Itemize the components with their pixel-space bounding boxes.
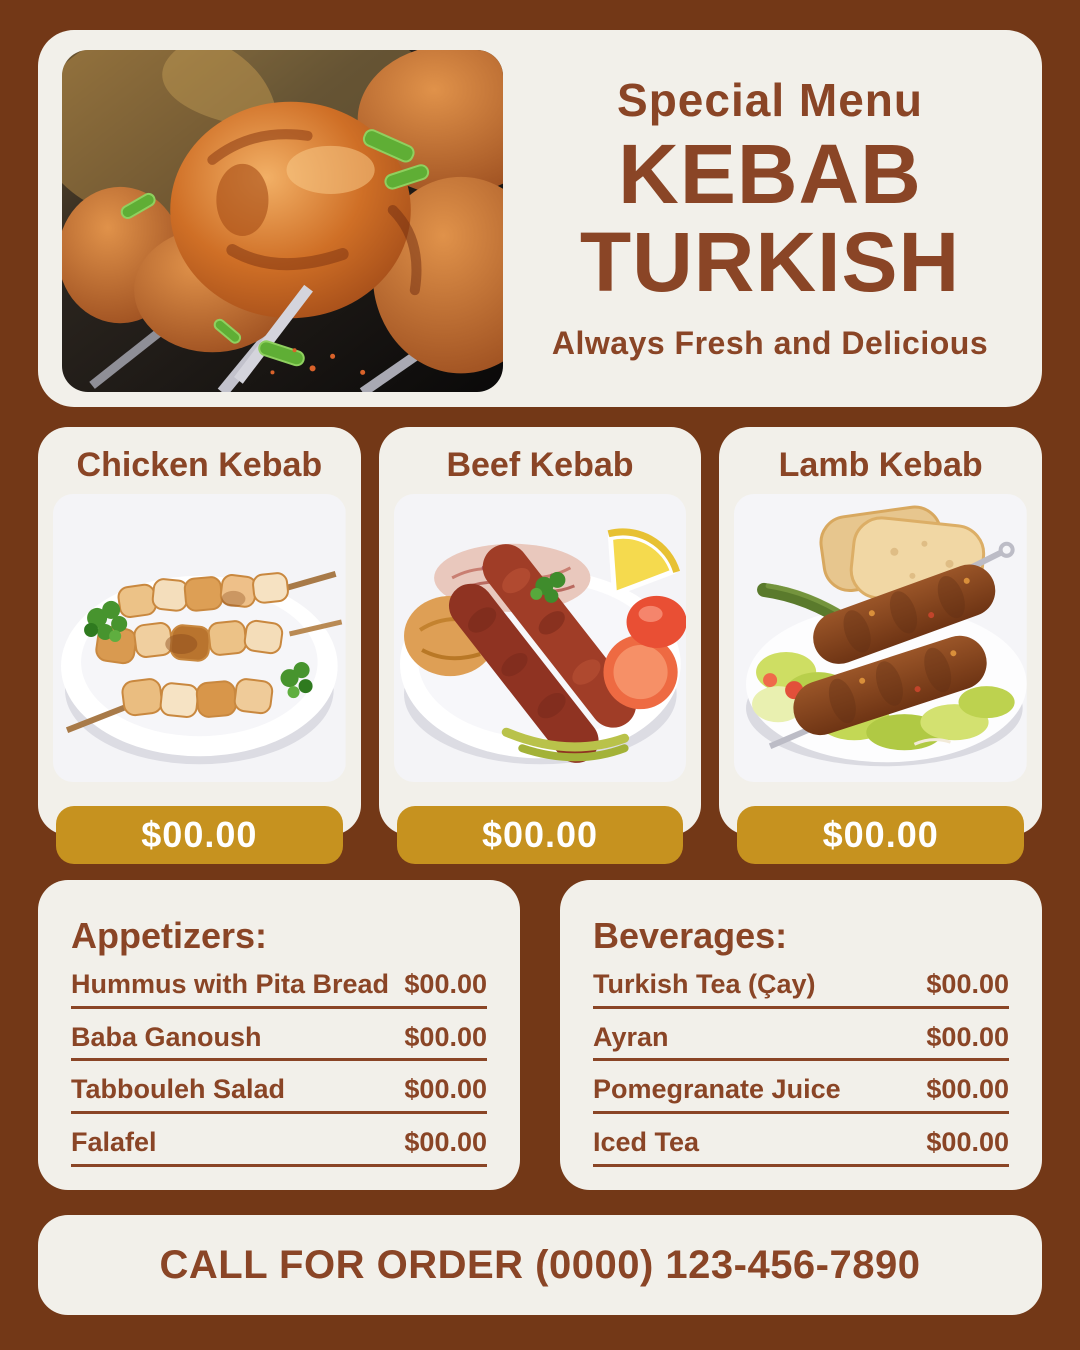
list-item [71,1128,487,1167]
adana-kebab-illustration [394,494,687,782]
hero-tagline: Always Fresh and Delicious [551,324,989,361]
item-name: Hummus with Pita Bread [71,969,390,999]
item-name: Turkish Tea (Çay) [593,969,816,999]
item-price: $00.00 [926,969,1009,999]
list-item [71,1023,487,1062]
item-name: Falafel [71,1127,157,1158]
call-for-order-bar [38,1215,1042,1315]
hero-kebab-photo [62,50,503,392]
item-name: Iced Tea [593,1127,700,1158]
menu-card-lamb-kebab [719,427,1042,855]
chicken-kebab-photo [53,494,346,782]
chicken-skewers-illustration [53,494,346,782]
item-name: Baba Ganoush [71,1021,262,1052]
menu-card-title: Lamb Kebab [778,446,983,484]
hero-title-line1: KEBAB [618,126,922,221]
grilled-skewers-illustration [62,50,503,392]
hero-eyebrow: Special Menu [617,74,923,127]
price-label: $00.00 [822,814,939,855]
list-item [593,970,1009,1009]
featured-kebab-row [38,427,1042,855]
price-pill [737,806,1024,864]
item-price: $00.00 [404,1127,487,1158]
hero-card [38,30,1042,407]
item-price: $00.00 [926,1127,1009,1158]
price-label: $00.00 [481,814,599,855]
item-name: Pomegranate Juice [593,1074,841,1105]
hero-title-line2: TURKISH [579,215,961,310]
menu-card-beef-kebab [379,427,702,855]
appetizers-card [38,880,520,1190]
price-pill [56,806,343,864]
list-item [593,1075,1009,1114]
list-item [71,970,487,1009]
menu-card-title: Beef Kebab [446,446,634,484]
beverages-heading: Beverages: [593,915,788,956]
list-item [593,1023,1009,1062]
item-name: Tabbouleh Salad [71,1074,286,1105]
item-name: Ayran [593,1021,669,1052]
list-item [71,1075,487,1114]
item-price: $00.00 [926,1021,1009,1052]
item-price: $00.00 [404,1074,487,1105]
list-item [593,1128,1009,1167]
beverages-items [593,970,1009,1167]
beverages-card [560,880,1042,1190]
beef-kebab-photo [394,494,687,782]
price-label: $00.00 [141,814,258,855]
menu-card-title: Chicken Kebab [76,446,323,484]
price-pill [397,806,684,864]
call-for-order-text: CALL FOR ORDER (0000) 123-456-7890 [159,1242,921,1287]
item-price: $00.00 [404,969,487,999]
appetizers-items [71,970,487,1167]
hero-text-block [520,30,1020,407]
lists-row [38,880,1042,1190]
menu-card-chicken-kebab [38,427,361,855]
kofta-skewers-illustration [734,494,1027,782]
item-price: $00.00 [404,1021,487,1052]
appetizers-heading: Appetizers: [71,915,268,956]
lamb-kebab-photo [734,494,1027,782]
item-price: $00.00 [926,1074,1009,1105]
